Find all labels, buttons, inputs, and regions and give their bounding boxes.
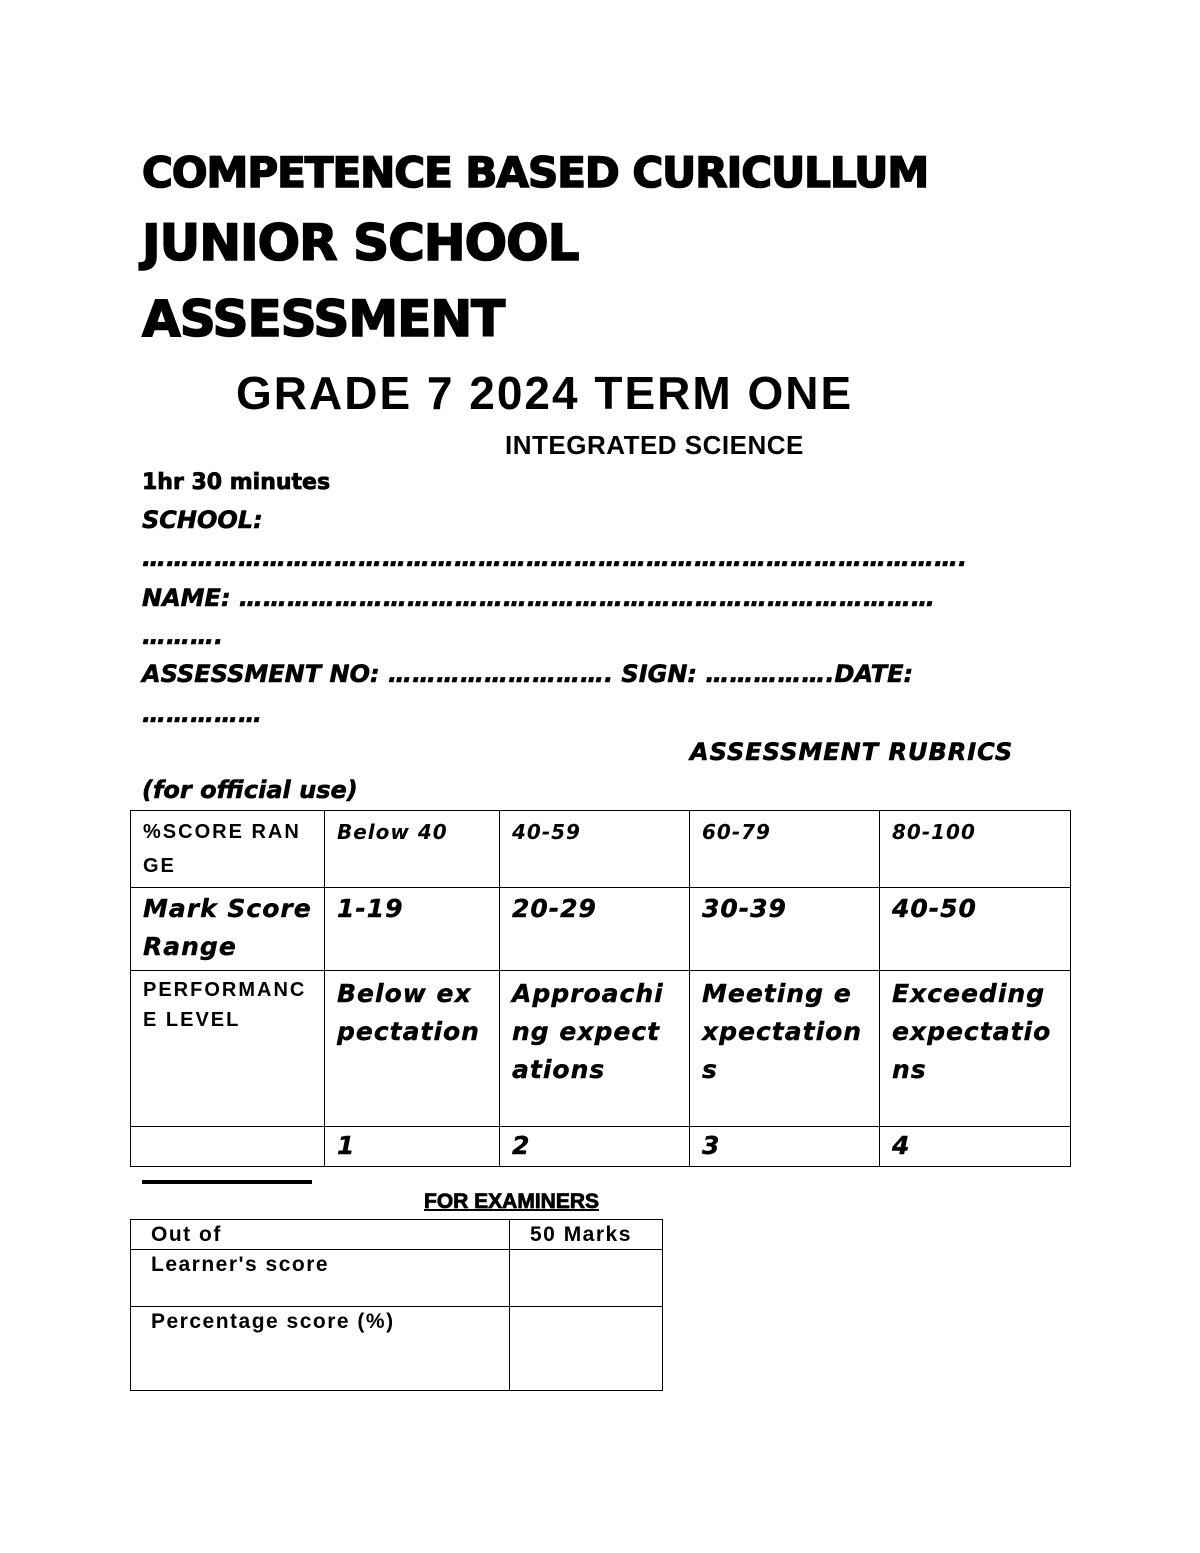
subject-title: INTEGRATED SCIENCE — [505, 430, 804, 460]
out-of-value: 50 Marks — [510, 1220, 663, 1250]
table-cell — [131, 1127, 325, 1167]
percentage-score-value[interactable] — [510, 1307, 663, 1391]
table-cell: Exceeding expectations — [880, 971, 1071, 1127]
table-cell: 1-19 — [325, 888, 500, 971]
header-junior-school: JUNIOR SCHOOL — [142, 214, 579, 272]
table-row — [131, 888, 1071, 971]
table-cell: 40-59 — [500, 811, 690, 888]
table-cell: Meeting expectations — [690, 971, 880, 1127]
header-curriculum: COMPETENCE BASED CURICULLUM — [142, 148, 929, 197]
table-cell: 80-100 — [880, 811, 1071, 888]
name-label: NAME: — [142, 584, 231, 612]
rubrics-title: ASSESSMENT RUBRICS — [690, 738, 1014, 766]
date-label: DATE: — [834, 660, 914, 688]
table-cell: 4 — [880, 1127, 1071, 1167]
table-cell: 3 — [690, 1127, 880, 1167]
exam-duration: 1hr 30 minutes — [142, 470, 331, 495]
table-cell: 2 — [500, 1127, 690, 1167]
table-row — [131, 1220, 663, 1250]
percentage-score-label: Percentage score (%) — [131, 1307, 510, 1391]
table-cell: 30-39 — [690, 888, 880, 971]
table-cell: 20-29 — [500, 888, 690, 971]
table-row — [131, 971, 1071, 1127]
name-field-continued[interactable]: ………. — [142, 622, 224, 650]
examiners-title: FOR EXAMINERS — [424, 1190, 600, 1213]
learners-score-label: Learner's score — [131, 1250, 510, 1307]
learners-score-value[interactable] — [510, 1250, 663, 1307]
table-row — [131, 811, 1071, 888]
header-assessment: ASSESSMENT — [142, 290, 505, 348]
table-cell: Below expectation — [325, 971, 500, 1127]
performance-level-label: PERFORMANCE LEVEL — [131, 971, 325, 1127]
table-cell: Approaching expectations — [500, 971, 690, 1127]
sign-field[interactable]: ……………. — [705, 660, 835, 688]
school-label: SCHOOL: — [142, 506, 263, 534]
grade-term-title: GRADE 7 2024 TERM ONE — [236, 367, 854, 419]
name-field-row — [142, 584, 935, 612]
table-cell: Below 40 — [325, 811, 500, 888]
assessment-no-field[interactable]: ………………………. — [387, 660, 614, 688]
official-use-note: (for official use) — [142, 776, 358, 804]
table-row — [131, 1250, 663, 1307]
divider-line — [142, 1180, 312, 1184]
date-field[interactable]: …………… — [142, 700, 262, 728]
mark-score-label: Mark Score Range — [131, 888, 325, 971]
sign-label: SIGN: — [621, 660, 698, 688]
rubrics-table — [130, 810, 1071, 1167]
score-range-label: %SCORE RANGE — [131, 811, 325, 888]
school-field[interactable]: …………………………………………………………………………………………. — [142, 544, 968, 572]
table-row — [131, 1307, 663, 1391]
name-field[interactable]: …………………………………………………………………………… — [238, 584, 935, 612]
examiners-table — [130, 1219, 663, 1391]
out-of-label: Out of — [131, 1220, 510, 1250]
table-cell: 60-79 — [690, 811, 880, 888]
table-cell: 40-50 — [880, 888, 1071, 971]
table-cell: 1 — [325, 1127, 500, 1167]
table-row — [131, 1127, 1071, 1167]
assessment-sign-date-row — [142, 660, 913, 688]
assessment-no-label: ASSESSMENT NO: — [142, 660, 380, 688]
